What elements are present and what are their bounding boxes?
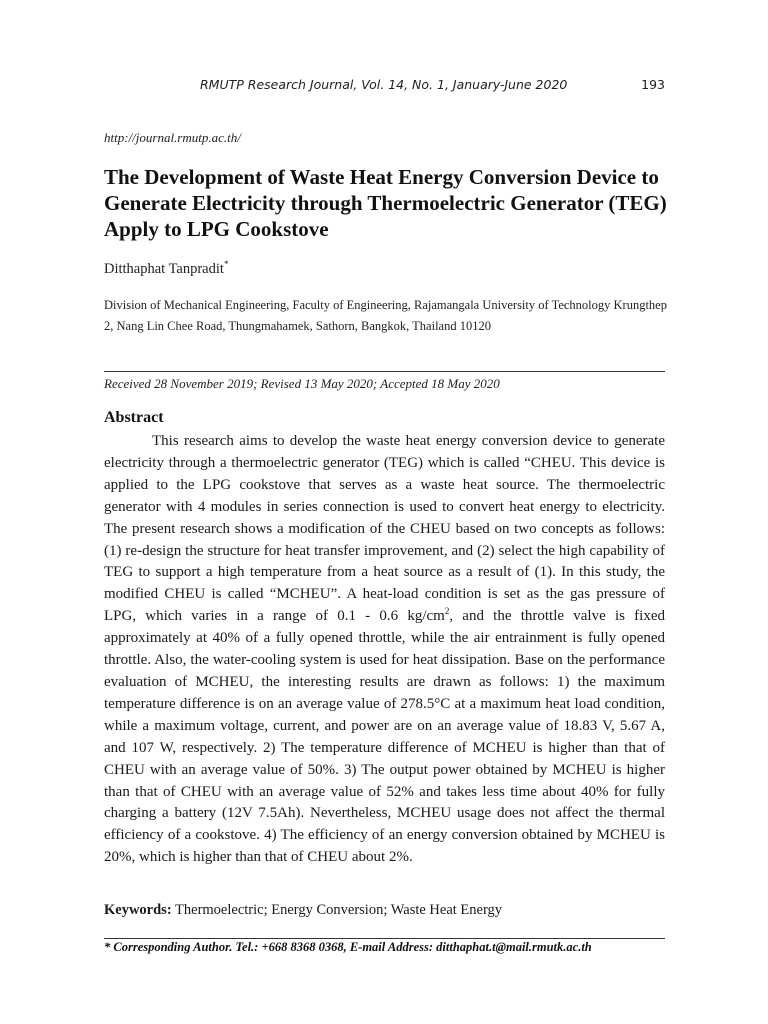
top-divider bbox=[104, 371, 665, 372]
abstract-text-part1: This research aims to develop the waste heat energy conversion device to generate electricity through a thermoelectric generator (TEG) which is called “CHEU. This device is applied to the LPG cookstove that serves as a waste heat source. The thermoelectric generator with 4 modules in series connection is used to convert heat energy to electricity. The present research shows a modification of the CHEU based on two concepts as follows: (1) re-design the structure for heat transfer improvement, and (2) select the high capability of TEG to support a high temperature from a heat source as a result of (1). In this study, the modified CHEU is called “MCHEU”. A heat-load condition is set as the gas pressure of LPG, which varies in a range of 0.1 - 0.6 kg/cm bbox=[104, 433, 665, 625]
abstract-text bbox=[104, 431, 665, 869]
corresponding-mark: * bbox=[223, 259, 229, 269]
affiliation-institution: Division of Mechanical Engineering, Faculty of Engineering, Rajamangala University of Technology Krungthep bbox=[104, 298, 667, 312]
author-line bbox=[104, 259, 228, 278]
corresponding-author-footnote: * Corresponding Author. Tel.: +668 8368 0368, E-mail Address: ditthaphat.t@mail.rmutk.ac.th bbox=[104, 940, 592, 954]
superscript-2: 2 bbox=[444, 606, 450, 617]
affiliation bbox=[104, 295, 668, 337]
journal-url[interactable]: http://journal.rmutp.ac.th/ bbox=[104, 130, 241, 145]
submission-dates: Received 28 November 2019; Revised 13 May 2020; Accepted 18 May 2020 bbox=[104, 376, 500, 391]
keywords-label: Keywords: bbox=[104, 902, 172, 918]
keywords-line bbox=[104, 902, 502, 919]
abstract-heading: Abstract bbox=[104, 409, 164, 426]
affiliation-address: 2, Nang Lin Chee Road, Thungmahamek, Sathorn, Bangkok, Thailand 10120 bbox=[104, 319, 491, 333]
page-number: 193 bbox=[641, 77, 665, 92]
keywords-value: Thermoelectric; Energy Conversion; Waste Heat Energy bbox=[171, 902, 503, 918]
abstract-text-part2: , and the throttle valve is fixed approximately at 40% of a fully opened throttle, while the air entrainment is fully opened throttle. Also, the water-cooling system is used for heat dissipation. Base on the performance evaluation of MCHEU, the interesting results are drawn as follows: 1) the maximum temperature difference is on an average value of 278.5°C at a maximum heat load condition, while a maximum voltage, current, and power are on an average value of 18.83 V, 5.67 A, and 107 W, respectively. 2) The temperature difference of MCHEU is higher than that of CHEU with an average value of 50%. 3) The output power obtained by MCHEU is higher than that of CHEU with an average value of 52% and takes less time about 40% for fully charging a battery (12V 7.5Ah). Nevertheless, MCHEU usage does not affect the thermal efficiency of a cookstove. 4) The efficiency of an energy conversion obtained by MCHEU is 20%, which is higher than that of CHEU about 2%. bbox=[104, 608, 665, 866]
footnote-divider bbox=[104, 938, 665, 939]
author-name: Ditthaphat Tanpradit bbox=[104, 260, 224, 277]
running-header: RMUTP Research Journal, Vol. 14, No. 1, January-June 2020 bbox=[200, 77, 568, 92]
paper-title: The Development of Waste Heat Energy Conversion Device to Generate Electricity through Thermoelectric Generator (TEG) Apply to LPG Cookstove bbox=[104, 165, 667, 241]
